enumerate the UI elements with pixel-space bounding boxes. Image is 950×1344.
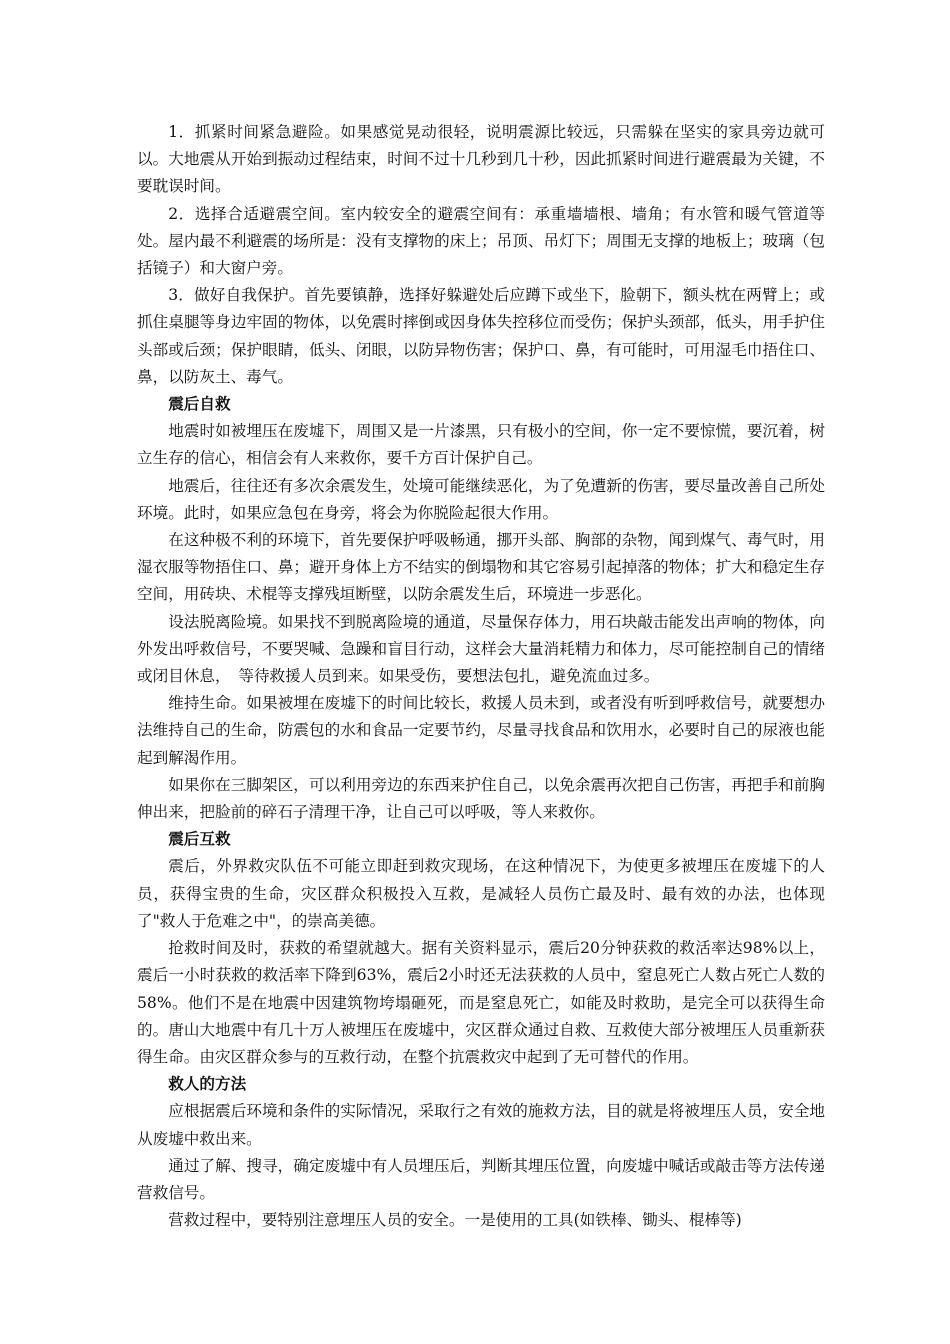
paragraph: 震后，外界救灾队伍不可能立即赶到救灾现场，在这种情况下，为使更多被埋压在废墟下的人员，获得宝贵的生命，灾区群众积极投入互救，是减轻人员伤亡最及时、最有效的办法，也体现了"救人于危难之中"，的崇高美德。: [137, 857, 825, 930]
paragraph: 维持生命。如果被埋在废墟下的时间比较长，救援人员未到，或者没有听到呼救信号，就要想办法维持自己的生命，防震包的水和食品一定要节约，尽量寻找食品和饮用水，必要时自己的尿液也能起到解渴作用。: [137, 694, 825, 767]
paragraph: 在这种极不利的环境下，首先要保护呼吸畅通，挪开头部、胸部的杂物，闻到煤气、毒气时，用湿衣服等物捂住口、鼻；避开身体上方不结实的倒塌物和其它容易引起掉落的物体；扩大和稳定生存空间，用砖块、术棍等支撑残垣断壁，以防余震发生后，环境进一步恶化。: [137, 531, 825, 604]
section-heading-rescue-methods: 救人的方法: [168, 1075, 247, 1094]
paragraph: 应根据震后环境和条件的实际情况，采取行之有效的施救方法，目的就是将被埋压人员，安全地从废墟中救出来。: [137, 1102, 825, 1148]
paragraph: 地震后，往往还有多次余震发生，处境可能继续恶化，为了免遭新的伤害，要尽量改善自己所处环境。此时，如果应急包在身旁，将会为你脱险起很大作用。: [137, 476, 825, 522]
paragraph: 通过了解、搜寻，确定废墟中有人员埋压后，判断其埋压位置，向废墟中喊话或敲击等方法传递营救信号。: [137, 1156, 825, 1202]
paragraph: 抢救时间及时，获救的希望就越大。据有关资料显示，震后20分钟获救的救活率达98%以上，震后一小时获救的救活率下降到63%，震后2小时还无法获救的人员中，窒息死亡人数占死亡人数的58%。他们不是在地震中因建筑物垮塌砸死，而是窒息死亡，如能及时救助，是完全可以获得生命的。唐山大地震中有几十万人被埋压在废墟中，灾区群众通过自救、互救使大部分被埋压人员重新获得生命。由灾区群众参与的互救行动，在整个抗震救灾中起到了无可替代的作用。: [137, 939, 825, 1066]
paragraph: 地震时如被埋压在废墟下，周围又是一片漆黑，只有极小的空间，你一定不要惊慌，要沉着，树立生存的信心，相信会有人来救你，要千方百计保护自己。: [137, 422, 825, 468]
document-page: [137, 119, 825, 1234]
section-heading-self-rescue: 震后自救: [168, 395, 231, 414]
paragraph-tip-1: 1．抓紧时间紧急避险。如果感觉晃动很轻，说明震源比较远，只需躲在坚实的家具旁边就可以。大地震从开始到振动过程结束，时间不过十几秒到几十秒，因此抓紧时间进行避震最为关键，不要耽误时间。: [137, 123, 825, 196]
paragraph: 设法脱离险境。如果找不到脱离险境的通道，尽量保存体力，用石块敲击能发出声响的物体，向外发出呼救信号，不要哭喊、急躁和盲目行动，这样会大量消耗精力和体力，尽可能控制自己的情绪或闭目休息， 等待救援人员到来。如果受伤，要想法包扎，避免流血过多。: [137, 612, 825, 686]
section-heading-mutual-rescue: 震后互救: [168, 830, 231, 849]
paragraph-tip-3: 3．做好自我保护。首先要镇静，选择好躲避处后应蹲下或坐下，脸朝下，额头枕在两臂上；或抓住桌腿等身边牢固的物体，以免震时摔倒或因身体失控移位而受伤；保护头颈部，低头，用手护住头部或后颈；保护眼睛，低头、闭眼，以防异物伤害；保护口、鼻，有可能时，可用湿毛巾捂住口、鼻，以防灰土、毒气。: [137, 286, 825, 386]
paragraph: 营救过程中，要特别注意埋压人员的安全。一是使用的工具(如铁棒、锄头、棍棒等): [168, 1211, 742, 1230]
paragraph: 如果你在三脚架区，可以利用旁边的东西来护住自己，以免余震再次把自己伤害，再把手和前胸伸出来，把脸前的碎石子清理干净，让自己可以呼吸，等人来救你。: [137, 775, 825, 822]
paragraph-tip-2: 2．选择合适避震空间。室内较安全的避震空间有：承重墙墙根、墙角；有水管和暖气管道等处。屋内最不利避震的场所是：没有支撑物的床上；吊顶、吊灯下；周围无支撑的地板上；玻璃（包括镜子）和大窗户旁。: [137, 204, 825, 278]
